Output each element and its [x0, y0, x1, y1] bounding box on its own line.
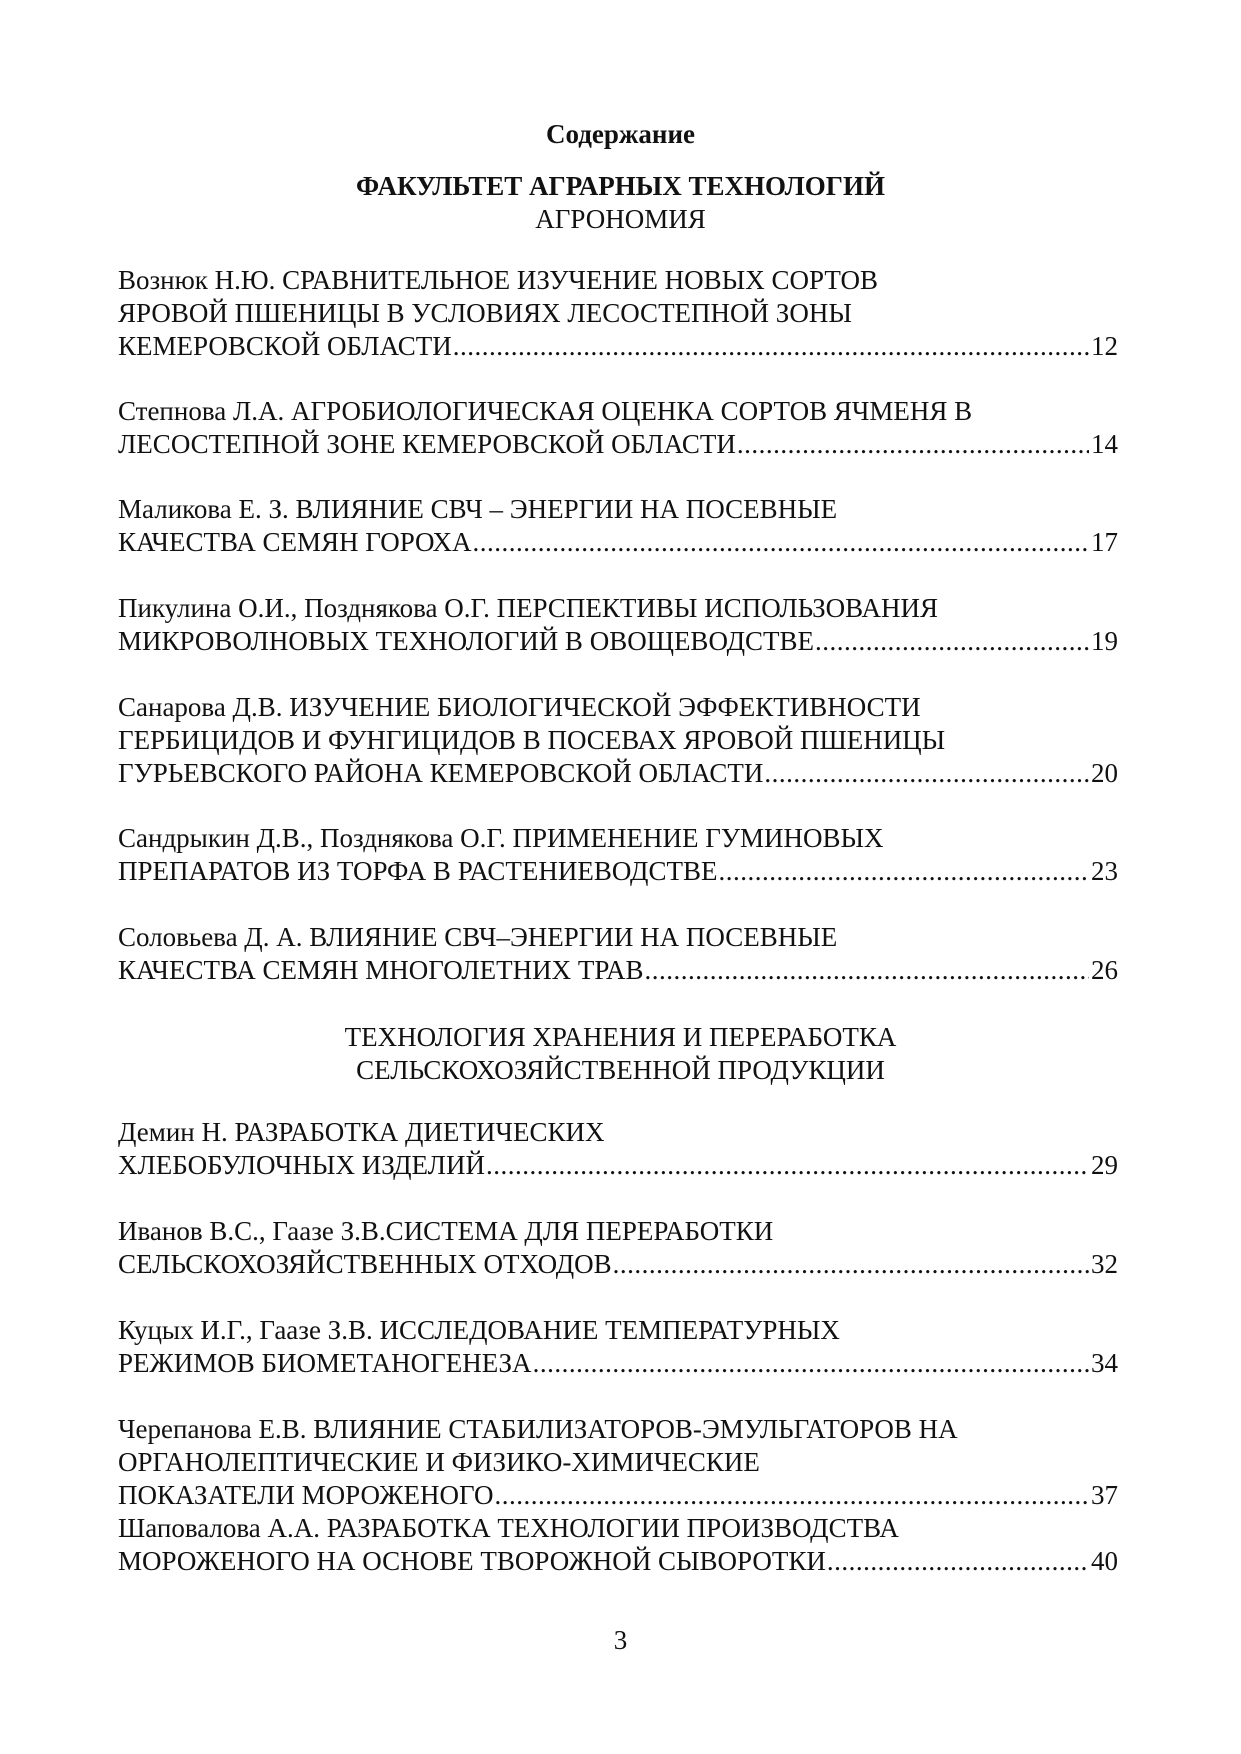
section-title-agronomy: АГРОНОМИЯ	[535, 204, 706, 234]
entry-page-number: 17	[1091, 527, 1118, 557]
section-title-storage: ТЕХНОЛОГИЯ ХРАНЕНИЯ И ПЕРЕРАБОТКА	[344, 1022, 897, 1052]
dot-leader	[485, 1149, 1089, 1182]
entry-page-number: 20	[1091, 758, 1118, 788]
entry-line: Куцых И.Г., Гаазе З.В. ИССЛЕДОВАНИЕ ТЕМПЕРАТУРНЫХ	[118, 1315, 840, 1345]
entry-page-number: 14	[1091, 429, 1118, 459]
dot-leader	[763, 757, 1089, 790]
toc-entry[interactable]	[118, 691, 1118, 790]
faculty-title: ФАКУЛЬТЕТ АГРАРНЫХ ТЕХНОЛОГИЙ	[356, 171, 885, 201]
toc-entry[interactable]	[118, 1215, 1118, 1281]
toc-entry[interactable]	[118, 592, 1118, 658]
entry-line: МИКРОВОЛНОВЫХ ТЕХНОЛОГИЙ В ОВОЩЕВОДСТВЕ	[118, 626, 815, 656]
entry-page-number: 40	[1091, 1546, 1118, 1576]
toc-entry[interactable]	[118, 493, 1118, 559]
entry-line: Демин Н. РАЗРАБОТКА ДИЕТИЧЕСКИХ	[118, 1117, 605, 1147]
page-number: 3	[613, 1625, 628, 1655]
entry-line: ОРГАНОЛЕПТИЧЕСКИЕ И ФИЗИКО-ХИМИЧЕСКИЕ	[118, 1447, 760, 1477]
dot-leader	[826, 1545, 1089, 1578]
entry-line: Сандрыкин Д.В., Позднякова О.Г. ПРИМЕНЕНИЕ ГУМИНОВЫХ	[118, 823, 884, 853]
dot-leader	[612, 1248, 1089, 1281]
dot-leader	[493, 1479, 1089, 1512]
entry-line: ПРЕПАРАТОВ ИЗ ТОРФА В РАСТЕНИЕВОДСТВЕ	[118, 856, 718, 886]
entry-line: СЕЛЬСКОХОЗЯЙСТВЕННЫХ ОТХОДОВ	[118, 1249, 612, 1279]
entry-line: Шаповалова А.А. РАЗРАБОТКА ТЕХНОЛОГИИ ПРОИЗВОДСТВА	[118, 1513, 899, 1543]
entry-page-number: 37	[1091, 1480, 1118, 1510]
dot-leader	[643, 954, 1089, 987]
entry-line: Санарова Д.В. ИЗУЧЕНИЕ БИОЛОГИЧЕСКОЙ ЭФФЕКТИВНОСТИ	[118, 692, 921, 722]
entry-line: ЯРОВОЙ ПШЕНИЦЫ В УСЛОВИЯХ ЛЕСОСТЕПНОЙ ЗОНЫ	[118, 298, 852, 328]
entry-line: Иванов В.С., Гаазе З.В.СИСТЕМА ДЛЯ ПЕРЕРАБОТКИ	[118, 1216, 774, 1246]
toc-entry[interactable]	[118, 1413, 1118, 1512]
entry-line: ГУРЬЕВСКОГО РАЙОНА КЕМЕРОВСКОЙ ОБЛАСТИ	[118, 758, 764, 788]
entry-line: ХЛЕБОБУЛОЧНЫХ ИЗДЕЛИЙ	[118, 1150, 485, 1180]
toc-entry[interactable]	[118, 1116, 1118, 1182]
entry-line: РЕЖИМОВ БИОМЕТАНОГЕНЕЗА	[118, 1348, 532, 1378]
entry-line: ГЕРБИЦИДОВ И ФУНГИЦИДОВ В ПОСЕВАХ ЯРОВОЙ ПШЕНИЦЫ	[118, 725, 946, 755]
section-title-storage-line2: СЕЛЬСКОХОЗЯЙСТВЕННОЙ ПРОДУКЦИИ	[356, 1055, 885, 1085]
toc-entry[interactable]	[118, 264, 1118, 363]
toc-entry[interactable]	[118, 921, 1118, 987]
entry-page-number: 29	[1091, 1150, 1118, 1180]
entry-page-number: 32	[1091, 1249, 1118, 1279]
entry-line: Черепанова Е.В. ВЛИЯНИЕ СТАБИЛИЗАТОРОВ-ЭМУЛЬГАТОРОВ НА	[118, 1414, 958, 1444]
entry-line: КАЧЕСТВА СЕМЯН МНОГОЛЕТНИХ ТРАВ	[118, 955, 644, 985]
entry-line: ЛЕСОСТЕПНОЙ ЗОНЕ КЕМЕРОВСКОЙ ОБЛАСТИ	[118, 429, 736, 459]
entry-line: Степнова Л.А. АГРОБИОЛОГИЧЕСКАЯ ОЦЕНКА СОРТОВ ЯЧМЕНЯ В	[118, 396, 973, 426]
dot-leader	[717, 855, 1089, 888]
toc-entry[interactable]	[118, 395, 1118, 461]
entry-line: ПОКАЗАТЕЛИ МОРОЖЕНОГО	[118, 1480, 494, 1510]
entry-page-number: 26	[1091, 955, 1118, 985]
dot-leader	[814, 625, 1089, 658]
dot-leader	[736, 428, 1089, 461]
dot-leader	[452, 330, 1089, 363]
contents-title: Содержание	[545, 119, 696, 149]
entry-page-number: 19	[1091, 626, 1118, 656]
entry-page-number: 23	[1091, 856, 1118, 886]
entry-line: КАЧЕСТВА СЕМЯН ГОРОХА	[118, 527, 472, 557]
entry-line: МОРОЖЕНОГО НА ОСНОВЕ ТВОРОЖНОЙ СЫВОРОТКИ	[118, 1546, 826, 1576]
entry-page-number: 12	[1091, 331, 1118, 361]
entry-line: КЕМЕРОВСКОЙ ОБЛАСТИ	[118, 331, 452, 361]
toc-entry[interactable]	[118, 1314, 1118, 1380]
toc-entry[interactable]	[118, 1512, 1118, 1578]
dot-leader	[532, 1347, 1089, 1380]
entry-line: Маликова Е. З. ВЛИЯНИЕ СВЧ – ЭНЕРГИИ НА ПОСЕВНЫЕ	[118, 494, 838, 524]
entry-line: Пикулина О.И., Позднякова О.Г. ПЕРСПЕКТИВЫ ИСПОЛЬЗОВАНИЯ	[118, 593, 938, 623]
entry-line: Вознюк Н.Ю. СРАВНИТЕЛЬНОЕ ИЗУЧЕНИЕ НОВЫХ СОРТОВ	[118, 265, 878, 295]
entry-page-number: 34	[1091, 1348, 1118, 1378]
entry-line: Соловьева Д. А. ВЛИЯНИЕ СВЧ–ЭНЕРГИИ НА ПОСЕВНЫЕ	[118, 922, 838, 952]
dot-leader	[471, 526, 1089, 559]
toc-entry[interactable]	[118, 822, 1118, 888]
